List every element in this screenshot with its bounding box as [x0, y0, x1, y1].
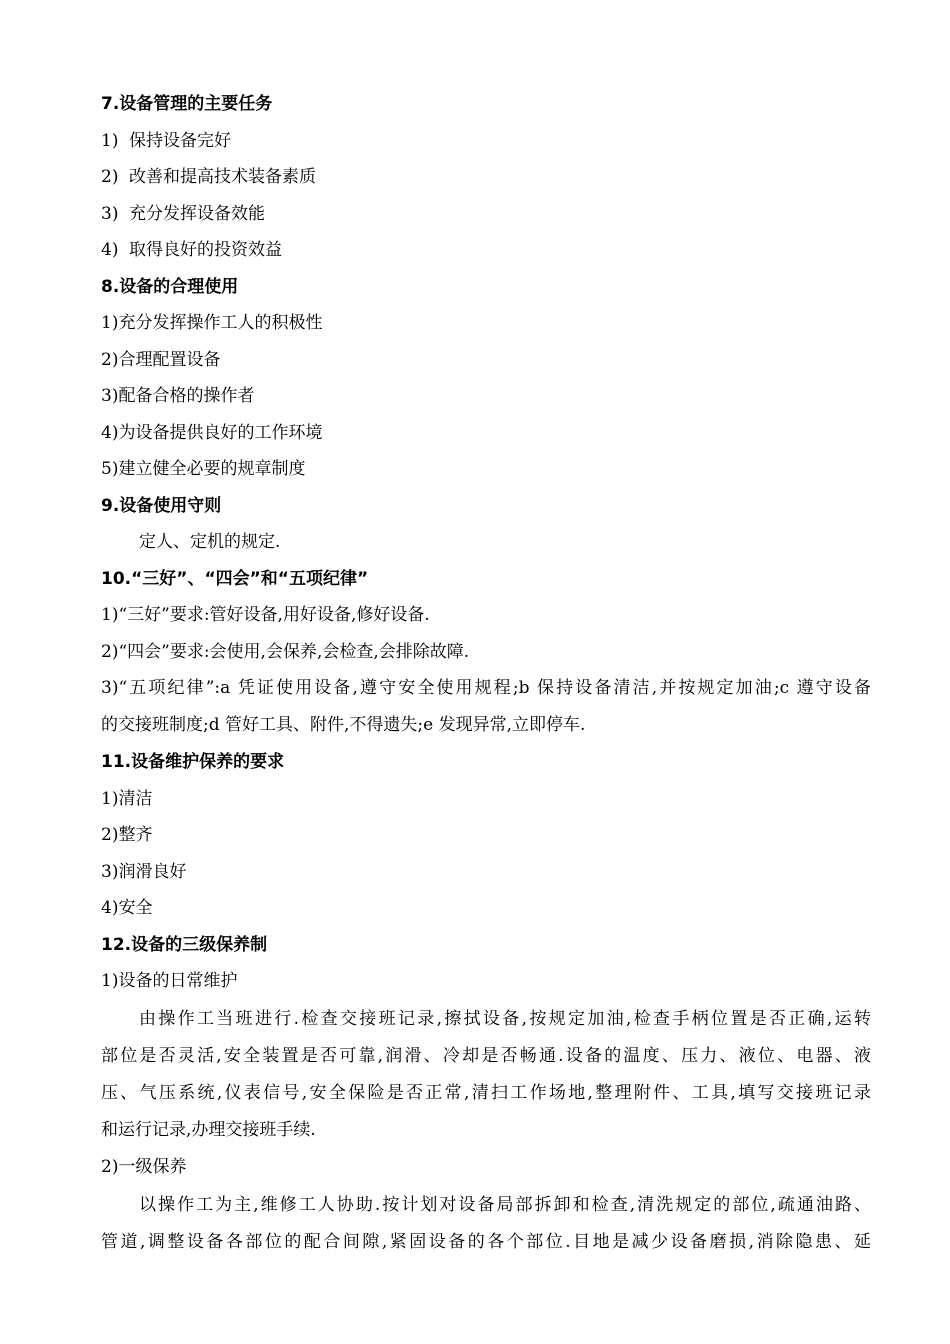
list-item: 2)“四会”要求:会使用,会保养,会检查,会排除故障. [101, 642, 470, 662]
item-text: 保持设备完好 [129, 131, 231, 151]
section-10-heading: 10.“三好”、“四会”和“五项纪律” [101, 569, 369, 589]
list-item: 3)配备合格的操作者 [101, 386, 255, 406]
subheading: 1)设备的日常维护 [101, 971, 238, 991]
list-item: 5)建立健全必要的规章制度 [101, 459, 306, 479]
item-number: 3) [101, 204, 119, 224]
section-9-heading: 9.设备使用守则 [101, 496, 222, 516]
list-item: 4)安全 [101, 898, 153, 918]
item-text: 充分发挥设备效能 [129, 204, 265, 224]
list-item: 4)为设备提供良好的工作环境 [101, 423, 323, 443]
section-9-body: 定人、定机的规定. [139, 532, 281, 552]
section-11-heading: 11.设备维护保养的要求 [101, 752, 285, 772]
item-number: 4) [101, 240, 119, 260]
list-item [101, 202, 871, 226]
paragraph-line: 和运行记录,办理交接班手续. [101, 1120, 316, 1140]
list-item-continuation: 的交接班制度;d 管好工具、附件,不得遗失;e 发现异常,立即停车. [101, 715, 586, 735]
item-number: 1) [101, 131, 119, 151]
paragraph-line: 由操作工当班进行.检查交接班记录,擦拭设备,按规定加油,检查手柄位置是否正确,运转 [139, 1009, 871, 1029]
list-item: 2)合理配置设备 [101, 350, 221, 370]
item-text: 取得良好的投资效益 [129, 240, 282, 260]
section-7-heading: 7.设备管理的主要任务 [101, 94, 273, 114]
section-8-heading: 8.设备的合理使用 [101, 277, 239, 297]
list-item [101, 129, 871, 153]
list-item: 1)“三好”要求:管好设备,用好设备,修好设备. [101, 605, 430, 625]
list-item: 1)清洁 [101, 789, 153, 809]
item-number: 2) [101, 167, 119, 187]
paragraph-line: 部位是否灵活,安全装置是否可靠,润滑、冷却是否畅通.设备的温度、压力、液位、电器、液 [101, 1046, 871, 1066]
list-item: 1)充分发挥操作工人的积极性 [101, 313, 323, 333]
list-item [101, 165, 871, 189]
item-text: 改善和提高技术装备素质 [129, 167, 316, 187]
list-item: 3)“五项纪律”:a 凭证使用设备,遵守安全使用规程;b 保持设备清洁,并按规定加油;c 遵守设备 [101, 678, 871, 698]
subheading: 2)一级保养 [101, 1157, 187, 1177]
list-item: 3)润滑良好 [101, 862, 187, 882]
section-12-heading: 12.设备的三级保养制 [101, 935, 268, 955]
list-item: 2)整齐 [101, 825, 153, 845]
list-item [101, 238, 871, 262]
paragraph-line: 以操作工为主,维修工人协助.按计划对设备局部拆卸和检查,清洗规定的部位,疏通油路、 [139, 1195, 871, 1215]
paragraph-line: 压、气压系统,仪表信号,安全保险是否正常,清扫工作场地,整理附件、工具,填写交接班记录 [101, 1083, 871, 1103]
paragraph-line: 管道,调整设备各部位的配合间隙,紧固设备的各个部位.目地是减少设备磨损,消除隐患、延 [101, 1232, 871, 1252]
